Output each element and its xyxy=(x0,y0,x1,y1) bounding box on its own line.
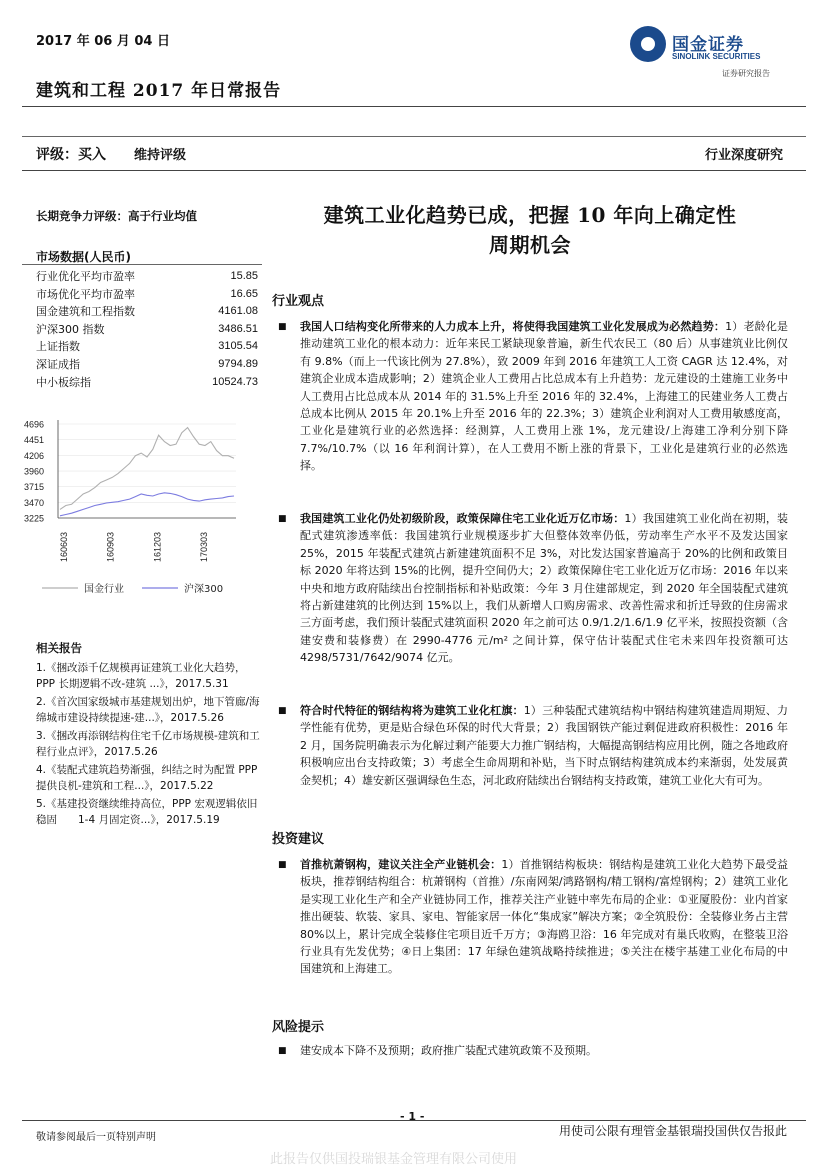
y-tick-label: 3470 xyxy=(24,497,45,508)
market-data-table xyxy=(36,268,258,391)
paragraph-3-body: 1）三种装配式建筑结构中钢结构建筑建造周期短、力学性能有优势，更是贴合绿色环保的时代大背景；2）我国钢铁产能过剩促进政府积极性：2016 年 2 月，国务院明确表示为化解过剩产能要大力推广钢结构，大幅提高钢结构应用比例，随之各地政府积极响应出台支持政策；3）考虑全生命周期和补贴，当下时点钢结构建筑成本约来渐弱，处发展黄金契机；4）雄安新区强调绿色生态，河北政府陆续出台钢结构支持政策，建筑工业化大有可为。 xyxy=(300,704,789,787)
bullet-icon: ■ xyxy=(278,322,287,332)
logo-subtitle: 证券研究报告 xyxy=(722,69,770,78)
market-data-row xyxy=(36,268,258,286)
price-chart-svg xyxy=(22,414,260,614)
rating xyxy=(36,144,186,164)
market-data-row xyxy=(36,374,258,392)
related-reports-title: 相关报告 xyxy=(36,641,82,655)
price-chart xyxy=(22,414,260,614)
related-report-item[interactable]: 5.《基建投资继续维持高位，PPP 宏观逻辑依旧稳固 1-4 月固定资...》，2017.5.19 xyxy=(36,798,258,826)
market-data-row xyxy=(36,321,258,339)
rating-maintain: 维持评级 xyxy=(134,148,187,163)
market-data-key: 行业优化平均市盈率 xyxy=(36,270,135,283)
market-data-row xyxy=(36,303,258,321)
section-view-title: 行业观点 xyxy=(272,294,325,309)
x-tick-label: 170303 xyxy=(199,531,209,562)
footer-divider xyxy=(22,1120,806,1121)
logo-name-en: SINOLINK SECURITIES xyxy=(672,52,761,61)
paragraph-3-lead: 符合时代特征的钢结构将为建筑工业化杠旗： xyxy=(300,704,524,717)
market-data-row xyxy=(36,338,258,356)
paragraph-3 xyxy=(300,702,788,789)
section-invest-title: 投资建议 xyxy=(272,832,325,847)
page-number: - 1 - xyxy=(400,1110,425,1123)
footer-watermark: 此报告仅供国投瑞银基金管理有限公司使用 xyxy=(270,1152,518,1167)
report-date: 2017 年 06 月 04 日 xyxy=(36,34,170,49)
y-tick-label: 3960 xyxy=(24,466,45,477)
report-type: 行业深度研究 xyxy=(704,148,783,163)
bullet-icon: ■ xyxy=(278,706,287,716)
market-data-value: 3105.54 xyxy=(218,340,258,353)
legend-label: 沪深300 xyxy=(184,584,224,595)
paragraph-4 xyxy=(300,856,788,978)
footer-disclaimer: 敬请参阅最后一页特别声明 xyxy=(36,1132,156,1143)
paragraph-1-body: 1）老龄化是推动建筑工业化的根本动力：近年来民工紧缺现象普遍，新生代农民工（80 后）从事建筑业比例仅有 9.8%（而上一代该比例为 27.8%），致 2009 年到 2016 年建筑工人工资 CAGR 达 12.4%，对建筑企业成本造成影响；2）建筑企业人工费用占比总成本有上升趋势：龙元建设的土建施工业务中人工费用占比总成本从 2014 年的 31.5%上升至 2016 年的 32.4%，上海建工的民建业务人工费占总成本比例从 2015 年 20.1%上升至 2016 年的 22.3%；3）建筑企业利润对人工费用敏感度高，工业化是建筑行业的必然选择：经测算，人工费用上涨 1%，龙元建设/上海建工净利分别下降 7.7%/10.7%（以 16 年利润计算），在人工费用不断上涨的背景下，工业化是建筑行业的必然选择。 xyxy=(300,320,789,473)
paragraph-2-lead: 我国建筑工业化仍处初级阶段，政策保障住宅工业化近万亿市场： xyxy=(300,512,625,525)
report-series-title: 建筑和工程 2017 年日常报告 xyxy=(36,81,282,101)
y-tick-label: 4696 xyxy=(24,419,45,430)
series-line-hs300 xyxy=(60,493,234,516)
market-data-value: 10524.73 xyxy=(212,375,258,388)
logo-circle-icon xyxy=(630,26,666,62)
market-data-value: 15.85 xyxy=(230,270,258,282)
x-tick-label: 160603 xyxy=(59,531,69,562)
market-data-row xyxy=(36,356,258,374)
header-divider xyxy=(22,106,806,107)
paragraph-4-lead: 首推杭萧钢构，建议关注全产业链机会： xyxy=(300,858,502,871)
rating-label: 评级：买入 xyxy=(36,147,106,163)
market-data-divider xyxy=(22,264,262,265)
market-data-key: 沪深300 指数 xyxy=(36,322,105,336)
related-reports xyxy=(36,640,264,830)
x-tick-label: 160903 xyxy=(105,531,116,562)
market-data-key: 中小板综指 xyxy=(36,375,91,389)
related-report-item[interactable]: 4.《装配式建筑趋势渐强，纠结之时为配置 PPP 提供良机-建筑和工程...》，2017.5.22 xyxy=(36,764,258,792)
bullet-icon: ■ xyxy=(278,1046,287,1056)
y-tick-label: 3225 xyxy=(24,513,45,524)
rating-bottom-divider xyxy=(22,170,806,171)
market-data-value: 4161.08 xyxy=(218,305,258,318)
footer-mirrored-note: 用使司公限有理管金基银瑞投国供仅告报此 xyxy=(558,1124,787,1138)
y-tick-label: 4206 xyxy=(24,450,45,461)
related-report-item[interactable]: 3.《捆改再添钢结构住宅千亿市场规模-建筑和工程行业点评》，2017.5.26 xyxy=(36,730,260,758)
paragraph-2 xyxy=(300,510,788,667)
market-data-key: 市场优化平均市盈率 xyxy=(36,287,135,301)
y-tick-label: 3715 xyxy=(24,482,45,493)
bullet-icon: ■ xyxy=(278,860,287,870)
x-tick-label: 161203 xyxy=(152,531,163,562)
main-title xyxy=(270,200,790,260)
y-tick-label: 4451 xyxy=(24,435,45,446)
paragraph-5: 建安成本下降不及预期；政府推广装配式建筑政策不及预期。 xyxy=(300,1044,597,1057)
rating-top-divider xyxy=(22,136,806,137)
section-risk-title: 风险提示 xyxy=(272,1020,325,1035)
legend-label: 国金行业 xyxy=(84,584,124,595)
market-data-title: 市场数据(人民币) xyxy=(36,250,131,264)
market-data-key: 深证成指 xyxy=(36,357,80,371)
market-data-row xyxy=(36,286,258,304)
paragraph-4-body: 1）首推钢结构板块：钢结构是建筑工业化大趋势下最受益板块，推荐钢结构组合：杭萧钢构（首推）/东南网架/鸿路钢构/精工钢构/富煌钢构；2）建筑工业化是实现工业化生产和全产业链协同工作，推荐关注产业链中率先布局的企业：①亚厦股份：业内首家推出硬装、软装、家具、家电、智能家居一体化“集成家”解决方案；②全筑股份：全装修业务占主营 80%以上，累计完成全装修住宅项目近千万方；③海鸥卫浴：16 年完成对有巢氏收购，在整装卫浴行业具有先发优势；④日上集团：17 年绿色建筑战略持续推进；⑤关注在楼宇基建工业化布局的中国建筑和上海建工。 xyxy=(300,858,789,976)
market-data-value: 16.65 xyxy=(230,287,258,300)
paragraph-1-lead: 我国人口结构变化所带来的人力成本上升，将使得我国建筑工业化发展成为必然趋势： xyxy=(300,320,726,333)
related-reports-list xyxy=(36,660,264,828)
main-title-line2: 周期机会 xyxy=(489,233,571,257)
related-report-item[interactable]: 1.《捆改添千亿规模再证建筑工业化大趋势，PPP 长期逻辑不改-建筑 ...》，2017.5.31 xyxy=(36,662,246,690)
company-logo xyxy=(630,26,800,82)
market-data-key: 国金建筑和工程指数 xyxy=(36,305,135,319)
paragraph-2-body: 1）我国建筑工业化尚在初期，装配式建筑渗透率低：我国建筑行业规模逐步扩大但整体效率仍低，劳动率生产水平不及发达国家 25%，2015 年装配式建筑占新建建筑面积不足 3%，对比发达国家普遍高于 20%的比例和政策目标 2020 年将达到 15%的比例，提升空间仍大；2）政策保障住宅工业化近万亿市场：2016 年以来中央和地方政府陆续出台控制指标和补贴政策：今年 3 月住建部规定，到 2020 年全国装配式建筑将占新建建筑的比例达到 15%以上，我们从新增人口购房需求、改善性需求和折迁导致的住房需求三方面考虑，我们预计装配式建筑面积 2020 年之前可达 0.9/1.2/1.6/1.9 亿平米，按照投资额（含建安费和装修费）在 2990-4776 元/m² 之间计算，保守估计装配式住宅未来四年投资额可达 4298/5731/7642/9074 亿元。 xyxy=(300,512,789,665)
related-report-item[interactable]: 2.《首次国家级城市基建规划出炉，地下管廊/海绵城市建设持续提速-建...》，2017.5.26 xyxy=(36,696,260,724)
logo-name-cn: 国金证券 xyxy=(672,35,744,55)
market-data-value: 9794.89 xyxy=(218,357,258,370)
main-title-line1: 建筑工业化趋势已成，把握 10 年向上确定性 xyxy=(323,203,737,227)
market-data-value: 3486.51 xyxy=(218,322,258,335)
bullet-icon: ■ xyxy=(278,514,287,524)
long-term-rating: 长期竞争力评级：高于行业均值 xyxy=(36,209,197,223)
market-data-key: 上证指数 xyxy=(36,340,80,354)
paragraph-1 xyxy=(300,318,788,475)
